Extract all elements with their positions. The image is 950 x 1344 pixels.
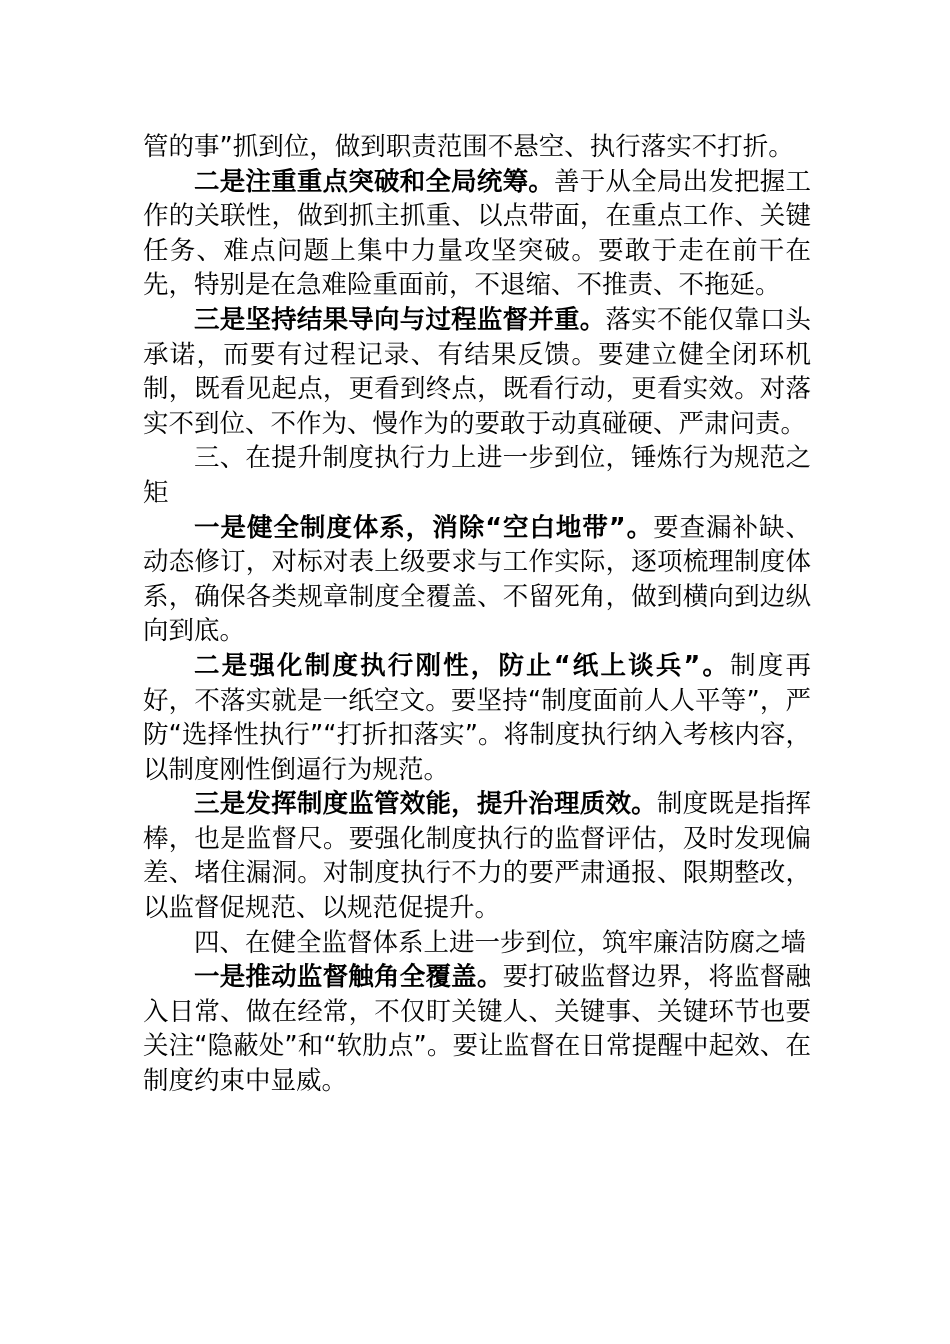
paragraph-text: 制度既是指挥棒，也是监督尺。要强化制度执行的监督评估，及时发现偏差、堵住漏洞。对制度执行不力的要严肃通报、限期整改，以监督促规范、以规范促提升。	[143, 789, 811, 924]
section-heading	[143, 441, 811, 510]
paragraph-lead: 三是坚持结果导向与过程监督并重。	[194, 304, 606, 335]
paragraph-text: 管的事”抓到位，做到职责范围不悬空、执行落实不打折。	[143, 132, 794, 162]
heading-text: 四、在健全监督体系上进一步到位，筑牢廉洁防腐之墙	[194, 927, 807, 958]
paragraph-lead: 三是发挥制度监管效能，提升治理质效。	[194, 789, 657, 820]
paragraph-text: 善于从全局出发把握工作的关联性，做到抓主抓重、以点带面，在重点工作、关键任务、难点问题上集中力量攻坚突破。要敢于走在前干在先，特别是在急难险重面前，不退缩、不推责、不拖延。	[143, 166, 811, 301]
paragraph-lead: 一是健全制度体系，消除“空白地带”。	[194, 512, 654, 543]
paragraph-lead: 二是注重重点突破和全局统筹。	[194, 166, 555, 197]
document-page	[143, 130, 811, 1099]
section-heading	[143, 926, 811, 961]
paragraph-item	[143, 303, 811, 441]
paragraph-text: 落实不能仅靠口头承诺，而要有过程记录、有结果反馈。要建立健全闭环机制，既看见起点，更看到终点，既看行动，更看实效。对落实不到位、不作为、慢作为的要敢于动真碰硬、严肃问责。	[143, 304, 811, 439]
paragraph-text: 制度再好，不落实就是一纸空文。要坚持“制度面前人人平等”，严防“选择性执行”“打折扣落实”。将制度执行纳入考核内容，以制度刚性倒逼行为规范。	[143, 650, 811, 785]
paragraph-text: 要打破监督边界，将监督融入日常、做在经常，不仅盯关键人、关键事、关键环节也要关注“隐蔽处”和“软肋点”。要让监督在日常提醒中起效、在制度约束中显威。	[143, 962, 811, 1097]
paragraph-lead: 二是强化制度执行刚性，防止“纸上谈兵”。	[194, 650, 731, 681]
paragraph-item	[143, 511, 811, 649]
heading-text: 三、在提升制度执行力上进一步到位，锤炼行为规范之矩	[143, 443, 811, 508]
paragraph-item	[143, 960, 811, 1098]
paragraph-item	[143, 649, 811, 787]
paragraph-continuation	[143, 130, 811, 165]
paragraph-item	[143, 787, 811, 925]
paragraph-item	[143, 165, 811, 303]
paragraph-lead: 一是推动监督触角全覆盖。	[194, 962, 503, 993]
paragraph-text: 要查漏补缺、动态修订，对标对表上级要求与工作实际，逐项梳理制度体系，确保各类规章制度全覆盖、不留死角，做到横向到边纵向到底。	[143, 512, 811, 647]
